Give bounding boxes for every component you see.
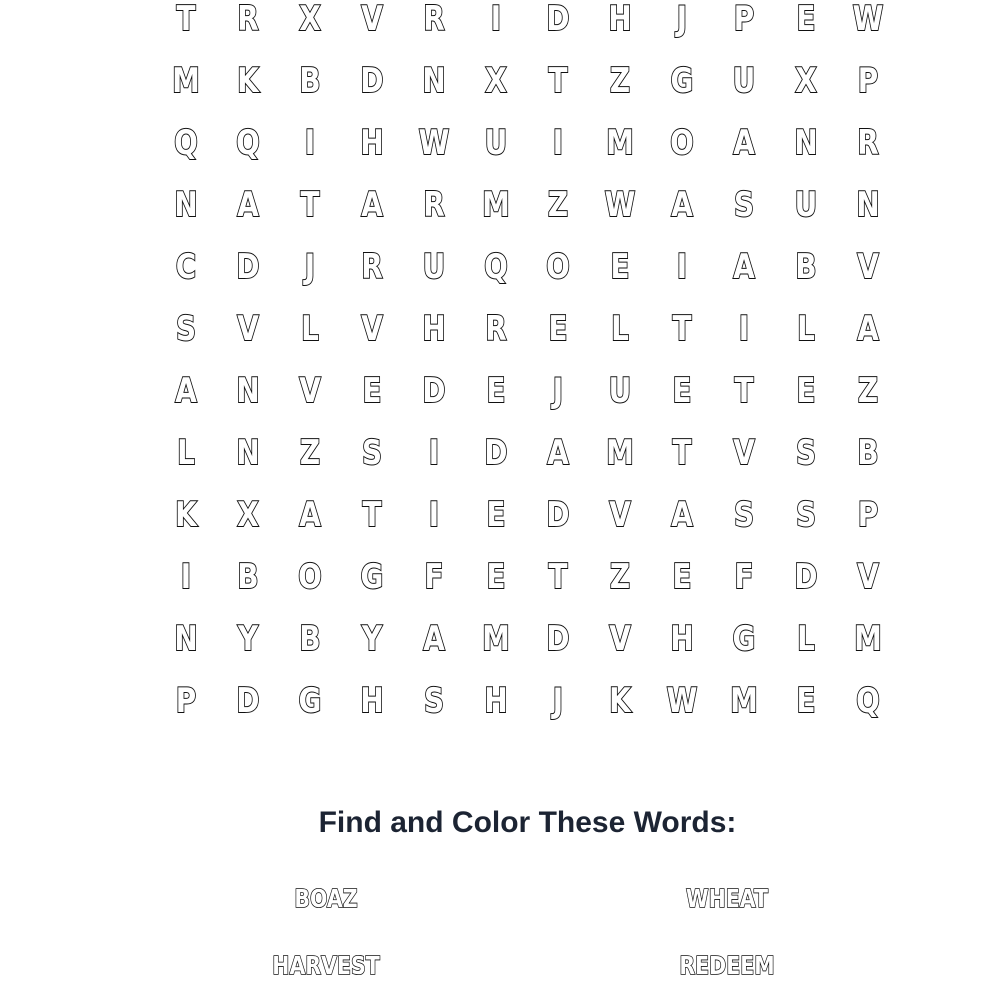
grid-letter: E: [796, 681, 816, 721]
grid-letter: B: [237, 557, 259, 597]
grid-letter: L: [301, 309, 319, 349]
grid-letter: P: [857, 61, 879, 101]
grid-letter: A: [733, 247, 755, 287]
grid-letter: H: [608, 0, 632, 39]
grid-letter: S: [795, 433, 817, 473]
grid-letter: J: [676, 0, 688, 39]
grid-letter: E: [672, 371, 692, 411]
grid-letter: P: [857, 495, 879, 535]
grid-letter: A: [547, 433, 569, 473]
grid-letter: C: [175, 247, 197, 287]
grid-letter: F: [424, 557, 444, 597]
grid-letter: Q: [856, 681, 880, 721]
grid-letter: S: [795, 495, 817, 535]
grid-letter: Z: [609, 61, 631, 101]
grid-letter: B: [857, 433, 879, 473]
grid-letter: H: [360, 681, 384, 721]
grid-letter: I: [552, 123, 564, 163]
grid-letter: V: [857, 247, 879, 287]
grid-letter: Q: [484, 247, 508, 287]
grid-letter: B: [299, 619, 321, 659]
grid-letter: V: [361, 309, 383, 349]
word-wheat: WHEAT: [685, 884, 769, 913]
grid-letter: E: [548, 309, 568, 349]
grid-letter: I: [428, 433, 440, 473]
grid-letter: N: [174, 185, 198, 225]
grid-letter: N: [174, 619, 198, 659]
grid-letter: N: [236, 433, 260, 473]
grid-letter: O: [670, 123, 694, 163]
grid-letter: T: [300, 185, 320, 225]
grid-letter: U: [608, 371, 632, 411]
grid-letter: W: [604, 185, 636, 225]
grid-letter: J: [552, 371, 564, 411]
grid-letter: S: [733, 185, 755, 225]
grid-letter: H: [670, 619, 694, 659]
grid-letter: S: [733, 495, 755, 535]
grid-letter: I: [428, 495, 440, 535]
grid-letter: M: [482, 185, 510, 225]
grid-letter: X: [237, 495, 259, 535]
grid-letter: A: [237, 185, 259, 225]
grid-letter: R: [485, 309, 507, 349]
grid-letter: X: [485, 61, 507, 101]
grid-letter: V: [733, 433, 755, 473]
grid-letter: J: [552, 681, 564, 721]
grid-letter: N: [794, 123, 818, 163]
grid-letter: A: [671, 495, 693, 535]
grid-letter: O: [298, 557, 322, 597]
grid-letter: T: [734, 371, 754, 411]
grid-letter: A: [361, 185, 383, 225]
grid-letter: B: [795, 247, 817, 287]
grid-letter: G: [298, 681, 322, 721]
grid-letter: Z: [299, 433, 321, 473]
grid-letter: D: [422, 371, 446, 411]
grid-letter: V: [857, 557, 879, 597]
word-harvest: HARVEST: [272, 951, 380, 980]
grid-letter: K: [175, 495, 197, 535]
grid-letter: D: [546, 0, 570, 39]
grid-letter: M: [482, 619, 510, 659]
grid-letter: E: [796, 371, 816, 411]
grid-letter: Y: [361, 619, 383, 659]
grid-letter: M: [606, 123, 634, 163]
grid-letter: Y: [237, 619, 259, 659]
grid-letter: G: [360, 557, 384, 597]
grid-letter: L: [177, 433, 195, 473]
grid-letter: E: [486, 557, 506, 597]
grid-letter: I: [180, 557, 192, 597]
grid-letter: M: [730, 681, 758, 721]
grid-letter: E: [796, 0, 816, 39]
grid-letter: D: [236, 247, 260, 287]
grid-letter: G: [670, 61, 694, 101]
grid-letter: H: [422, 309, 446, 349]
grid-letter: F: [734, 557, 754, 597]
word-boaz: BOAZ: [294, 884, 358, 913]
grid-letter: M: [172, 61, 200, 101]
grid-letter: R: [423, 0, 445, 39]
grid-letter: D: [484, 433, 508, 473]
grid-letter: G: [732, 619, 756, 659]
grid-letter: K: [237, 61, 259, 101]
grid-letter: I: [490, 0, 502, 39]
grid-letter: W: [418, 123, 450, 163]
word-redeem: REDEEM: [679, 951, 775, 980]
grid-letter: U: [732, 61, 756, 101]
grid-letter: E: [672, 557, 692, 597]
grid-letter: R: [857, 123, 879, 163]
grid-letter: Z: [609, 557, 631, 597]
grid-letter: S: [175, 309, 197, 349]
grid-letter: P: [175, 681, 197, 721]
grid-letter: N: [236, 371, 260, 411]
grid-letter: P: [733, 0, 755, 39]
grid-letter: Q: [174, 123, 198, 163]
grid-letter: V: [237, 309, 259, 349]
grid-letter: D: [546, 495, 570, 535]
grid-letter: R: [361, 247, 383, 287]
grid-letter: O: [546, 247, 570, 287]
grid-letter: S: [361, 433, 383, 473]
grid-letter: A: [299, 495, 321, 535]
letter-grid: [155, 0, 899, 732]
grid-letter: H: [484, 681, 508, 721]
grid-letter: A: [175, 371, 197, 411]
grid-letter: V: [609, 619, 631, 659]
grid-letter: N: [856, 185, 880, 225]
grid-letter: D: [236, 681, 260, 721]
grid-letter: I: [738, 309, 750, 349]
grid-letter: T: [548, 557, 568, 597]
grid-letter: E: [610, 247, 630, 287]
grid-letter: Z: [547, 185, 569, 225]
grid-letter: L: [611, 309, 629, 349]
grid-letter: W: [666, 681, 698, 721]
word-list-heading: Find and Color These Words:: [318, 806, 737, 839]
grid-letter: L: [797, 619, 815, 659]
grid-letter: M: [854, 619, 882, 659]
grid-letter: D: [546, 619, 570, 659]
grid-letter: T: [362, 495, 382, 535]
grid-letter: E: [486, 371, 506, 411]
grid-letter: T: [672, 433, 692, 473]
grid-letter: R: [423, 185, 445, 225]
grid-letter: I: [304, 123, 316, 163]
grid-letter: A: [857, 309, 879, 349]
grid-letter: Q: [236, 123, 260, 163]
grid-letter: K: [609, 681, 631, 721]
grid-letter: A: [733, 123, 755, 163]
grid-letter: V: [361, 0, 383, 39]
grid-letter: T: [548, 61, 568, 101]
grid-letter: V: [299, 371, 321, 411]
grid-letter: X: [795, 61, 817, 101]
grid-letter: U: [484, 123, 508, 163]
grid-letter: U: [422, 247, 446, 287]
grid-letter: T: [672, 309, 692, 349]
grid-letter: W: [852, 0, 884, 39]
grid-letter: M: [606, 433, 634, 473]
grid-letter: S: [423, 681, 445, 721]
grid-letter: D: [794, 557, 818, 597]
grid-letter: D: [360, 61, 384, 101]
grid-letter: V: [609, 495, 631, 535]
grid-letter: B: [299, 61, 321, 101]
grid-letter: A: [423, 619, 445, 659]
grid-letter: N: [422, 61, 446, 101]
grid-letter: T: [176, 0, 196, 39]
grid-letter: E: [486, 495, 506, 535]
grid-letter: A: [671, 185, 693, 225]
grid-letter: I: [676, 247, 688, 287]
grid-letter: L: [797, 309, 815, 349]
grid-letter: H: [360, 123, 384, 163]
grid-letter: J: [304, 247, 316, 287]
grid-letter: Z: [857, 371, 879, 411]
grid-letter: U: [794, 185, 818, 225]
grid-letter: E: [362, 371, 382, 411]
grid-letter: R: [237, 0, 259, 39]
grid-letter: X: [299, 0, 321, 39]
